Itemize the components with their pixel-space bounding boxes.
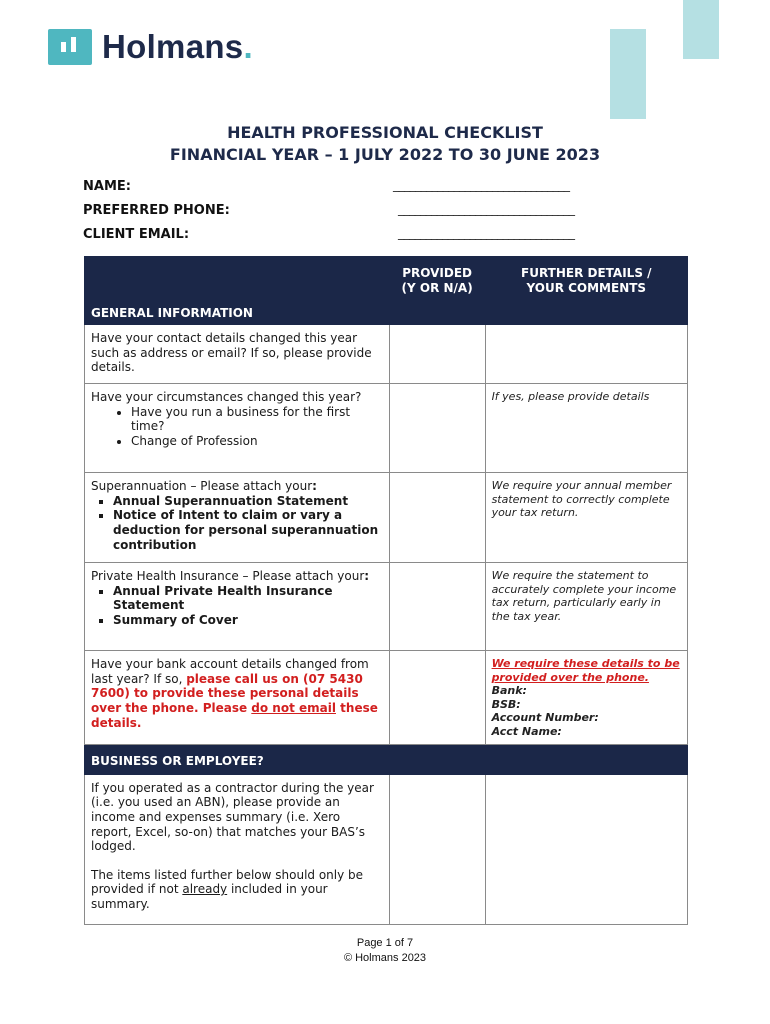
table-row: [85, 651, 688, 745]
page-number: Page 1 of 7: [356, 937, 414, 949]
name-label: NAME:: [83, 179, 131, 194]
brand-logo: [48, 28, 253, 66]
section-general-information: GENERAL INFORMATION: [85, 302, 390, 325]
question-text: Have your circumstances changed this year?: [91, 390, 362, 405]
list-item: ▪ Notice of Intent to claim or vary a deduction for personal superannuation contribution: [113, 508, 383, 552]
comments-cell[interactable]: [485, 325, 687, 384]
comments-cell[interactable]: [485, 384, 687, 473]
document-subtitle: FINANCIAL YEAR – 1 JULY 2022 TO 30 JUNE 2023: [169, 145, 601, 164]
question-text: Have your bank account details changed from last year? If so,: [91, 657, 369, 686]
email-label: CLIENT EMAIL:: [83, 227, 190, 242]
question-text: If you operated as a contractor during the year (i.e. you used an ABN), please provide an income and expenses summary (i.e. Xero report, Excel, so-on) that matches your BAS’s lodged.: [91, 780, 374, 854]
list-item: ▪ Annual Superannuation Statement: [113, 494, 383, 509]
table-row: [85, 384, 688, 473]
header-further-details: FURTHER DETAILS / YOUR COMMENTS: [485, 257, 687, 302]
bsb-field-label: BSB:: [491, 697, 521, 711]
comments-cell[interactable]: [485, 651, 687, 745]
table-row: [85, 473, 688, 563]
list-item: ▪ Annual Private Health Insurance Statement: [113, 584, 383, 613]
provided-cell[interactable]: [389, 774, 485, 924]
question-text: Have your contact details changed this year such as address or email? If so, please provide details.: [91, 331, 372, 375]
checklist-table: [84, 256, 688, 925]
note-text: We require your annual member statement to correctly complete your tax return.: [491, 479, 672, 520]
comments-cell[interactable]: [485, 563, 687, 651]
list-item: • Have you run a business for the first time?: [131, 405, 383, 434]
email-line[interactable]: ________________________________: [398, 226, 574, 241]
question-cell: Private Health Insurance – Please attach your: ▪ Annual Private Health Insurance Statement ▪ Summary of Cover: [85, 563, 390, 651]
question-cell: [85, 325, 390, 384]
document-title: HEALTH PROFESSIONAL CHECKLIST: [227, 123, 543, 142]
provided-cell[interactable]: [389, 325, 485, 384]
phone-label: PREFERRED PHONE:: [83, 203, 230, 218]
decorative-bar-left: [610, 29, 646, 119]
phone-line[interactable]: ________________________________: [398, 202, 574, 217]
section-row: [85, 302, 688, 325]
name-line[interactable]: ________________________________: [393, 178, 569, 193]
bank-field-label: Bank:: [491, 684, 527, 698]
table-header-row: [85, 257, 688, 302]
note-text: If yes, please provide details: [491, 390, 650, 404]
decorative-bar-right: [683, 0, 719, 59]
phone-requirement-note: We require these details to be provided over the phone.: [491, 657, 680, 684]
comments-cell[interactable]: [485, 774, 687, 924]
question-cell: [85, 384, 390, 473]
account-number-label: Account Number:: [491, 711, 599, 725]
comments-cell[interactable]: [485, 473, 687, 563]
provided-cell[interactable]: [389, 384, 485, 473]
provided-cell[interactable]: [389, 651, 485, 745]
list-item: • Change of Profession: [131, 434, 383, 449]
table-row: [85, 325, 688, 384]
header-blank: [85, 257, 390, 302]
question-text: Private Health Insurance – Please attach your: [91, 569, 365, 584]
note-text: We require the statement to accurately complete your income tax return, particularly early in the tax year.: [491, 569, 677, 623]
provided-cell[interactable]: [389, 563, 485, 651]
header-provided: PROVIDED (Y OR N/A): [389, 257, 485, 302]
do-not-email: do not email: [251, 700, 336, 715]
section-business-or-employee: BUSINESS OR EMPLOYEE?: [85, 745, 390, 775]
question-cell: If you operated as a contractor during the year (i.e. you used an ABN), please provide an income and expenses summary (i.e. Xero report, Excel, so-on) that matches your BAS’s lodged. The items listed further below should only be provided if not already included in your summary.: [85, 774, 390, 924]
question-cell: Have your bank account details changed from last year? If so, please call us on (07 5430 7600) to provide these personal details over the phone. Please do not email these details.: [85, 651, 390, 745]
list-item: ▪ Summary of Cover: [113, 613, 383, 628]
question-cell: Superannuation – Please attach your: ▪ Annual Superannuation Statement ▪ Notice of Intent to claim or vary a deduction for personal superannuation contribution: [85, 473, 390, 563]
logo-mark-icon: [48, 29, 92, 65]
call-instruction: please call us on (07 5430 7600) to provide these personal details over the phone. Please: [91, 671, 363, 715]
brand-name: Holmans: [102, 28, 244, 65]
table-row: [85, 563, 688, 651]
table-row: [85, 774, 688, 924]
section-row: [85, 745, 688, 775]
provided-cell[interactable]: [389, 473, 485, 563]
copyright: © Holmans 2023: [343, 952, 427, 964]
account-name-label: Acct Name:: [491, 724, 562, 738]
question-text: Superannuation – Please attach your: [91, 479, 313, 494]
brand-dot: .: [243, 28, 253, 65]
